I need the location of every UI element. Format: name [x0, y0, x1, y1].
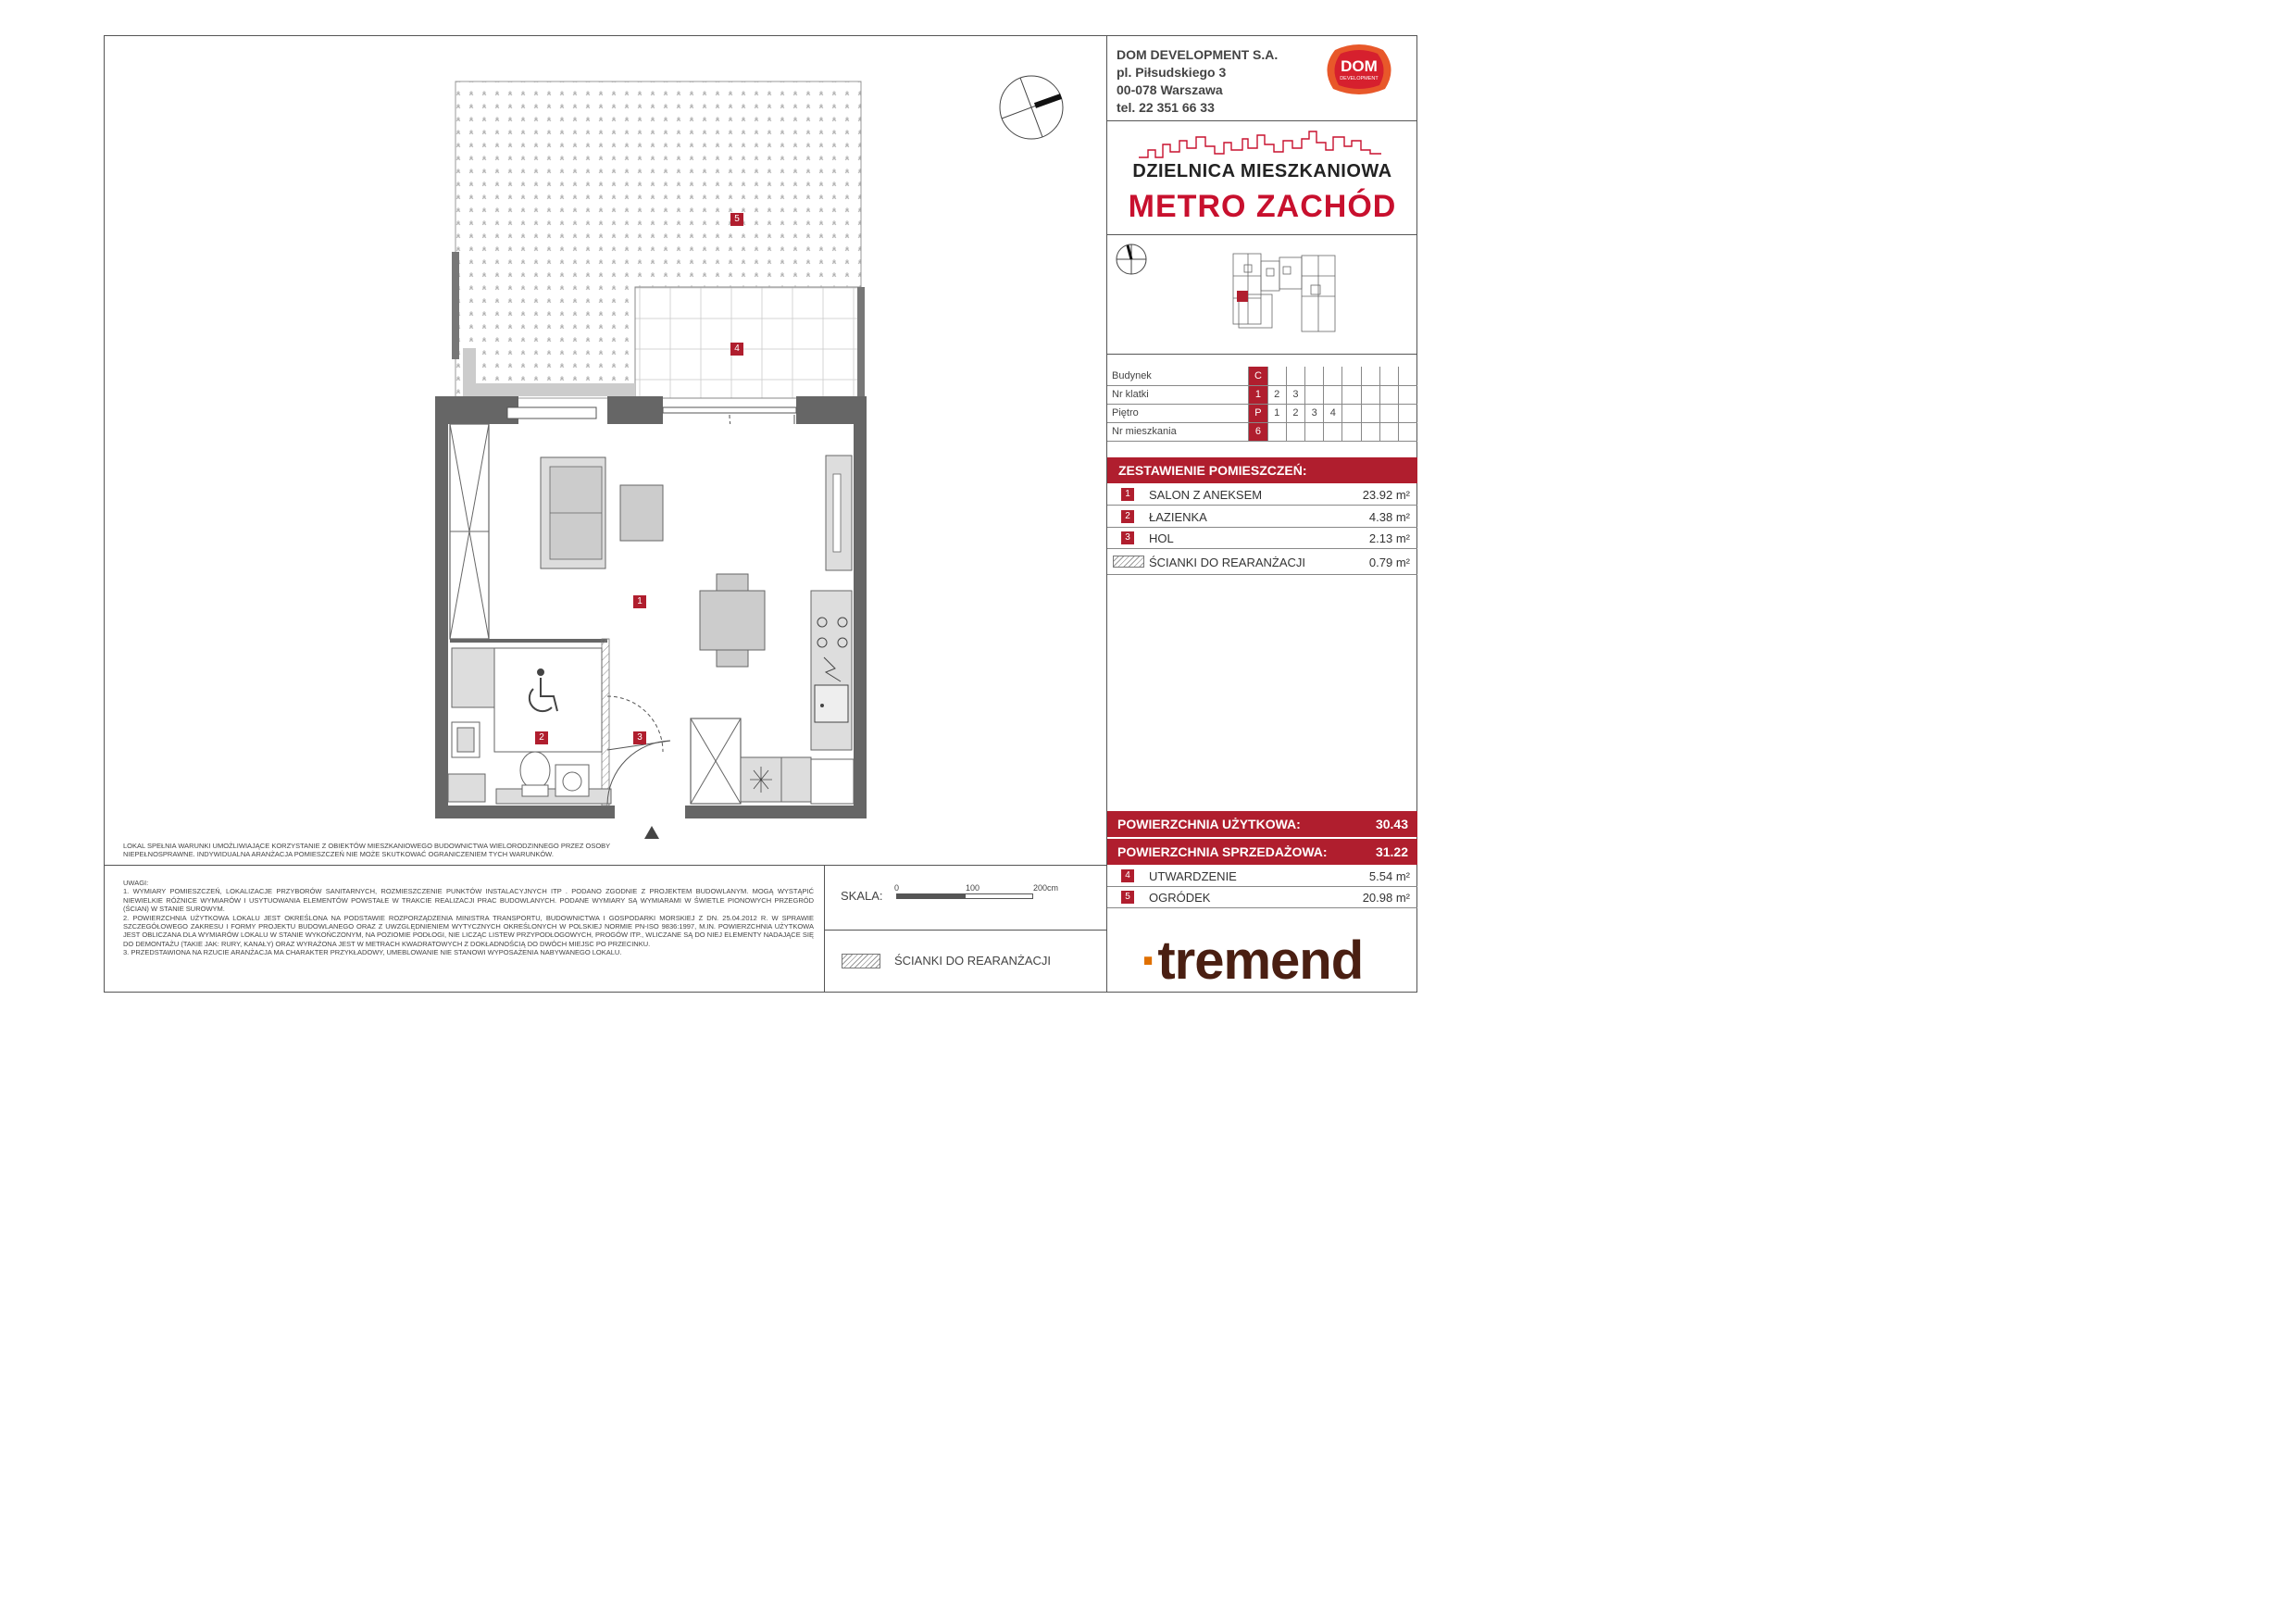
extra-row	[1107, 887, 1417, 908]
dom-development-logo	[1322, 43, 1396, 96]
cell	[1324, 422, 1342, 441]
company-phone: tel. 22 351 66 33	[1117, 100, 1215, 115]
plan-label-3: 3	[633, 731, 646, 744]
cell	[1361, 385, 1379, 404]
room-name: ŁAZIENKA	[1149, 510, 1207, 524]
cell	[1324, 385, 1342, 404]
extra-name: UTWARDZENIE	[1149, 869, 1237, 883]
label-nr-klatki: Nr klatki	[1107, 385, 1249, 404]
compass-small-icon	[1115, 243, 1148, 276]
cell	[1324, 367, 1342, 385]
logo-text: DOM	[1341, 57, 1378, 75]
row-nr-mieszkania	[1107, 422, 1417, 441]
extra-area: 5.54 m²	[1368, 869, 1410, 883]
floor-plan	[426, 74, 880, 843]
label-nr-mieszkania: Nr mieszkania	[1107, 422, 1249, 441]
scale-bar-empty	[965, 893, 1033, 899]
cell	[1342, 404, 1361, 422]
room-name: HOL	[1149, 531, 1174, 545]
company-city: 00-078 Warszawa	[1117, 82, 1223, 97]
extra-area: 20.98 m²	[1362, 891, 1410, 905]
cell	[1399, 422, 1417, 441]
scale-tick: 100	[966, 883, 980, 893]
cell	[1267, 367, 1286, 385]
divider-notes	[104, 865, 1106, 866]
room-row	[1107, 506, 1417, 528]
row-nr-klatki	[1107, 385, 1417, 404]
cell: 2	[1286, 404, 1304, 422]
plan-label-2: 2	[535, 731, 548, 744]
project-subtitle: DZIELNICA MIESZKANIOWA	[1132, 161, 1392, 181]
sales-area-label: POWIERZCHNIA SPRZEDAŻOWA:	[1117, 844, 1328, 859]
cell	[1399, 385, 1417, 404]
divider-keyplan	[1106, 354, 1417, 355]
scale-label: SKALA:	[841, 889, 883, 903]
divider-legend	[824, 930, 1106, 931]
tremend-text: tremend	[1157, 931, 1364, 991]
cell: 2	[1267, 385, 1286, 404]
extra-number: 4	[1121, 869, 1134, 882]
note-item: 3. PRZEDSTAWIONA NA RZUCIE ARANŻACJA MA CHARAKTER PRZYKŁADOWY, UMEBLOWANIE NIE STANOWI WYPOSAŻENIA NABYWANEGO LOKALU.	[123, 948, 622, 957]
cell	[1342, 367, 1361, 385]
cell	[1267, 422, 1286, 441]
partition-area: 0.79 m²	[1368, 556, 1410, 569]
extra-row	[1107, 866, 1417, 887]
room-number: 1	[1121, 488, 1134, 501]
logo-subtext: DEVELOPMENT	[1340, 76, 1379, 81]
cell	[1286, 422, 1304, 441]
cell	[1379, 385, 1398, 404]
room-name: SALON Z ANEKSEM	[1149, 488, 1263, 502]
cell: 4	[1324, 404, 1342, 422]
label-budynek: Budynek	[1107, 367, 1249, 385]
rooms-header-text: ZESTAWIENIE POMIESZCZEŃ:	[1118, 463, 1307, 478]
scale-tick: 200cm	[1033, 883, 1059, 893]
partition-legend-swatch-icon	[842, 954, 880, 968]
accessibility-note: LOKAL SPEŁNIA WARUNKI UMOŻLIWIAJĄCE KORZYSTANIE Z OBIEKTÓW MIESZKANIOWEGO BUDOWNICTWA WIELORODZINNEGO PRZEZ OSOBY NIEPEŁNOSPRAWNE. INDYWIDUALNA ARANŻACJA POMIESZCZEŃ NIE MOŻE SKUTKOWAĆ OGRANICZENIEM TYCH WARUNKÓW.	[123, 842, 611, 859]
cell	[1399, 404, 1417, 422]
company-street: pl. Piłsudskiego 3	[1117, 65, 1227, 80]
cell	[1379, 367, 1398, 385]
room-number: 3	[1121, 531, 1134, 544]
plan-label-4: 4	[730, 343, 743, 356]
cell	[1305, 367, 1324, 385]
extra-number: 5	[1121, 891, 1134, 904]
tremend-logo: ·tremend	[1141, 931, 1364, 991]
cell: 1	[1267, 404, 1286, 422]
note-item: 2. POWIERZCHNIA UŻYTKOWA LOKALU JEST OKREŚLONA NA PODSTAWIE ROZPORZĄDZENIA MINISTRA TRANSPORTU, BUDOWNICTWA I GOSPODARKI MORSKIEJ Z DN. 25.04.2012 R. W SPRAWIE SZCZEGÓŁOWEGO ZAKRESU I FORMY PROJEKTU BUDOWLANEGO ORAZ Z UWZGLĘDNIENIEM WYTYCZNYCH OKREŚLONYCH W POLSKIEJ NORMIE PN-ISO 9836:1997, M.IN. POWIERZCHNIA UŻYTKOWA JEST OBLICZANA DLA WYMIARÓW LOKALU W STANIE WYKOŃCZONYM, NA POZIOMIE PODŁOGI, NIE LICZĄC LISTEW PRZYPODŁOGOWYCH, PROGÓW ITP., WLICZANE SĄ DO NIEJ ELEMENTY NADAJĄCE SIĘ DO DEMONTAŻU (TAKIE JAK: RURY, KANAŁY) ORAZ WYRAŻONA JEST W METRACH KWADRATOWYCH Z DOKŁADNOŚCIĄ DO DWÓCH MIEJSC PO PRZECINKU.	[123, 913, 814, 948]
skyline-graphic	[1139, 130, 1381, 161]
room-row	[1107, 484, 1417, 506]
partition-name: ŚCIANKI DO REARANŻACJI	[1149, 556, 1306, 569]
cell	[1379, 422, 1398, 441]
cell	[1361, 367, 1379, 385]
cell	[1379, 404, 1398, 422]
room-area: 2.13 m²	[1368, 531, 1410, 545]
usable-area-value: 30.43	[1375, 817, 1408, 831]
cell: P	[1249, 404, 1267, 422]
hatch-swatch-icon	[1113, 556, 1144, 568]
cell: 1	[1249, 385, 1267, 404]
company-name: DOM DEVELOPMENT S.A.	[1117, 47, 1279, 62]
room-area: 4.38 m²	[1368, 510, 1410, 524]
room-row	[1107, 528, 1417, 549]
north-compass-icon	[998, 74, 1065, 141]
cell: C	[1249, 367, 1267, 385]
extra-name: OGRÓDEK	[1149, 891, 1211, 905]
cell	[1361, 404, 1379, 422]
unit-info-table	[1107, 367, 1417, 442]
scale-bar-filled	[896, 893, 965, 899]
notes-title: UWAGI:	[123, 879, 149, 887]
cell	[1305, 385, 1324, 404]
partition-legend-label: ŚCIANKI DO REARANŻACJI	[894, 954, 1052, 968]
row-pietro	[1107, 404, 1417, 422]
cell	[1361, 422, 1379, 441]
divider-project	[1106, 234, 1417, 235]
room-number: 2	[1121, 510, 1134, 523]
sales-area-bar	[1107, 839, 1417, 865]
cell	[1342, 385, 1361, 404]
row-budynek	[1107, 367, 1417, 385]
cell	[1399, 367, 1417, 385]
rooms-header	[1107, 457, 1417, 483]
label-pietro: Piętro	[1107, 404, 1249, 422]
divider-scale	[824, 865, 825, 993]
notes-block	[123, 879, 814, 957]
usable-area-bar	[1107, 811, 1417, 837]
building-keyplan	[1229, 248, 1341, 339]
plan-label-5: 5	[730, 213, 743, 226]
terrace-area	[635, 287, 861, 398]
company-block	[1117, 46, 1278, 117]
partition-row	[1107, 550, 1417, 575]
cell: 6	[1249, 422, 1267, 441]
cell	[1342, 422, 1361, 441]
note-item: 1. WYMIARY POMIESZCZEŃ, LOKALIZACJE PRZYBORÓW SANITARNYCH, ROZMIESZCZENIE PUNKTÓW INSTALACYJNYCH ITP . PODANO ZGODNIE Z PROJEKTEM BUDOWLANYM. MOGĄ WYSTĄPIĆ NIEWIELKIE RÓŻNICE WYMIARÓW I USYTUOWANIA ELEMENTÓW POWSTAŁE W TRAKCIE REALIZACJI PRAC BUDOWLANYCH. PODANE WYMIARY SĄ WYMIARAMI W ŚWIETLE PIONOWYCH PRZEGRÓD (ŚCIAN) W STANIE SUROWYM.	[123, 887, 814, 914]
cell: 3	[1286, 385, 1304, 404]
scale-tick: 0	[894, 883, 900, 893]
divider-header	[1106, 120, 1417, 121]
cell	[1286, 367, 1304, 385]
project-title: METRO ZACHÓD	[1128, 189, 1397, 224]
room-area: 23.92 m²	[1362, 488, 1410, 502]
cell	[1305, 422, 1324, 441]
usable-area-label: POWIERZCHNIA UŻYTKOWA:	[1117, 817, 1301, 831]
plan-label-1: 1	[633, 595, 646, 608]
cell: 3	[1305, 404, 1324, 422]
sales-area-value: 31.22	[1375, 844, 1408, 859]
